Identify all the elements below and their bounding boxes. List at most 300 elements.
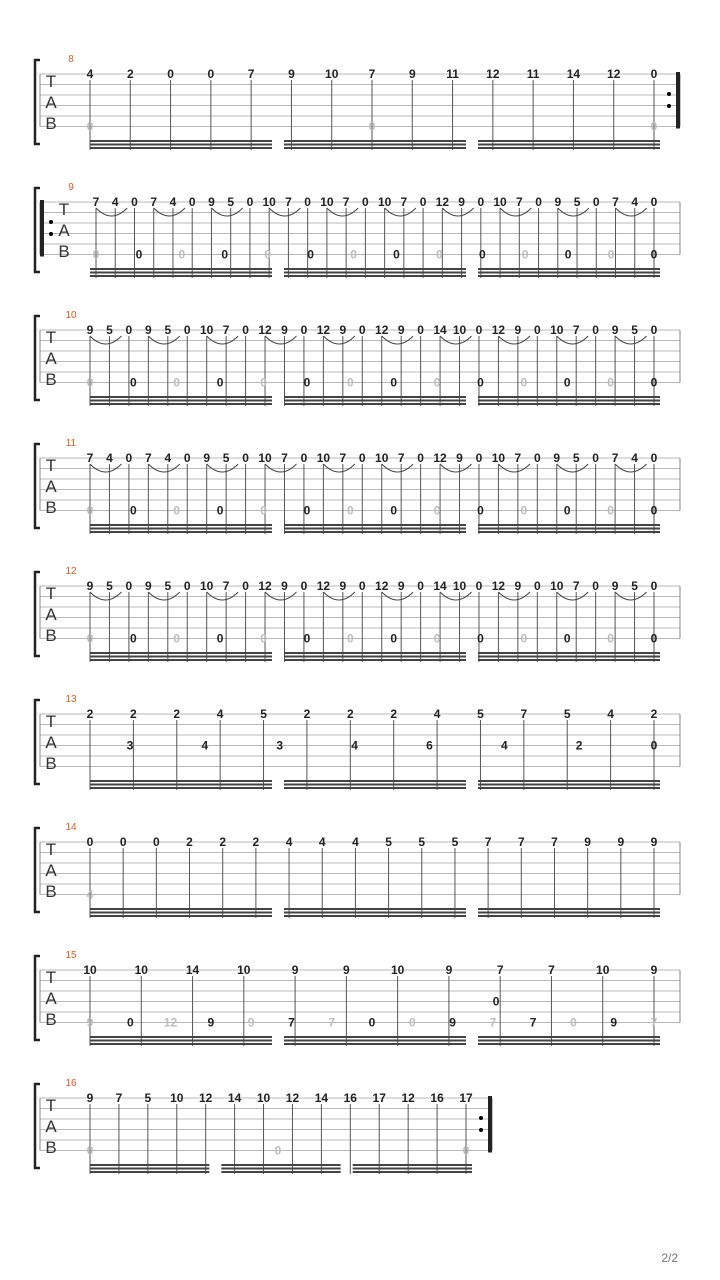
fret-number: 4: [86, 887, 94, 902]
fret-number: 11: [526, 67, 540, 81]
fret-number: 4: [631, 451, 638, 465]
beam: [284, 531, 466, 533]
fret-number: 0: [475, 323, 483, 337]
fret-number: 0: [216, 375, 224, 390]
fret-number: 0: [350, 247, 357, 262]
tab-clef-b: B: [45, 882, 57, 901]
beam: [284, 524, 466, 526]
beam: [478, 403, 660, 405]
beam: [478, 272, 660, 274]
beam: [284, 396, 466, 398]
tab-system: [35, 694, 680, 790]
fret-number: 14: [227, 1091, 242, 1105]
tab-clef-t: T: [45, 584, 57, 603]
fret-number: 0: [417, 323, 424, 337]
tab-clef-t: T: [45, 712, 57, 731]
fret-number: 5: [477, 707, 484, 721]
fret-number: 0: [346, 631, 354, 646]
fret-number: 10: [262, 195, 276, 209]
fret-number: 9: [554, 195, 562, 209]
measure-number: 10: [65, 310, 77, 321]
fret-number: 0: [433, 375, 441, 390]
fret-number: 10: [377, 195, 392, 209]
fret-number: 7: [572, 323, 580, 337]
measure-number: 12: [65, 566, 77, 577]
beam: [90, 656, 272, 658]
beam: [478, 1040, 660, 1042]
fret-number: 0: [417, 579, 424, 593]
fret-number: 11: [446, 67, 459, 81]
fret-number: 12: [607, 67, 621, 81]
fret-number: 12: [375, 579, 389, 593]
fret-number: 7: [400, 195, 408, 209]
fret-number: 7: [285, 195, 292, 209]
fret-number: 0: [492, 994, 500, 1009]
beam: [90, 1171, 209, 1173]
fret-number: 10: [452, 323, 467, 337]
fret-number: 0: [650, 247, 658, 262]
fret-number: 0: [130, 503, 137, 518]
fret-number: 0: [592, 323, 599, 337]
beam: [90, 528, 272, 530]
fret-number: 10: [550, 579, 564, 593]
fret-number: 10: [237, 963, 251, 977]
fret-number: 0: [125, 451, 133, 465]
fret-number: 9: [397, 323, 405, 337]
beam: [478, 915, 660, 917]
fret-number: 10: [258, 451, 272, 465]
fret-number: 0: [393, 247, 400, 262]
beam: [478, 524, 660, 526]
beam: [478, 144, 660, 146]
fret-number: 7: [92, 195, 100, 209]
beam: [478, 531, 660, 533]
fret-number: 0: [274, 1143, 282, 1158]
fret-number: 2: [130, 707, 137, 721]
beam: [478, 147, 660, 149]
system-bracket: [35, 956, 40, 1040]
fret-number: 0: [167, 67, 174, 81]
fret-number: 9: [339, 579, 347, 593]
fret-number: 7: [222, 323, 230, 337]
fret-number: 0: [125, 323, 133, 337]
fret-number: 0: [300, 323, 308, 337]
beam: [284, 652, 466, 654]
fret-number: 2: [346, 707, 354, 721]
beam: [284, 275, 466, 277]
fret-number: 0: [86, 631, 94, 646]
beam: [90, 787, 272, 789]
fret-number: 0: [650, 119, 658, 134]
fret-number: 17: [459, 1091, 473, 1105]
beam: [90, 268, 272, 270]
tab-system: [35, 310, 680, 406]
repeat-dot: [49, 220, 53, 224]
fret-number: 2: [126, 67, 134, 81]
measure-number: 11: [65, 438, 77, 449]
tab-clef-b: B: [45, 1010, 57, 1029]
fret-number: 0: [650, 579, 658, 593]
fret-number: 12: [258, 323, 272, 337]
beam: [353, 1168, 472, 1170]
measure-number: 9: [68, 182, 74, 193]
fret-number: 7: [115, 1091, 123, 1105]
fret-number: 0: [390, 631, 398, 646]
fret-number: 7: [342, 195, 350, 209]
fret-number: 5: [451, 835, 459, 849]
fret-number: 7: [489, 1015, 497, 1030]
fret-number: 9: [86, 323, 94, 337]
fret-number: 3: [126, 738, 134, 753]
fret-number: 9: [145, 323, 152, 337]
fret-number: 0: [521, 247, 529, 262]
fret-number: 0: [520, 631, 528, 646]
fret-number: 0: [419, 195, 427, 209]
fret-number: 7: [650, 1015, 658, 1030]
fret-number: 0: [260, 631, 267, 646]
fret-number: 0: [131, 195, 138, 209]
beam: [90, 524, 272, 526]
fret-number: 9: [203, 451, 211, 465]
tab-clef-t: T: [58, 200, 70, 219]
beam: [478, 912, 660, 914]
fret-number: 10: [390, 963, 405, 977]
beam: [90, 275, 272, 277]
fret-number: 10: [325, 67, 339, 81]
fret-number: 7: [572, 579, 580, 593]
fret-number: 10: [375, 451, 389, 465]
fret-number: 0: [183, 451, 191, 465]
system-bracket: [35, 188, 40, 272]
tab-clef-t: T: [45, 968, 57, 987]
fret-number: 4: [285, 835, 293, 849]
fret-number: 0: [650, 323, 658, 337]
beam: [284, 784, 466, 786]
fret-number: 4: [500, 738, 508, 753]
fret-number: 5: [572, 451, 580, 465]
tab-clef-b: B: [45, 626, 57, 645]
tab-clef-a: A: [45, 605, 57, 624]
beam: [221, 1164, 340, 1166]
fret-number: 0: [303, 503, 311, 518]
beam: [353, 1171, 472, 1173]
tab-clef-b: B: [45, 370, 57, 389]
fret-number: 14: [566, 67, 581, 81]
fret-number: 0: [462, 1143, 470, 1158]
fret-number: 0: [303, 375, 311, 390]
fret-number: 7: [281, 451, 288, 465]
fret-number: 7: [612, 195, 619, 209]
fret-number: 0: [650, 503, 658, 518]
beam: [284, 1040, 466, 1042]
fret-number: 4: [111, 195, 119, 209]
fret-number: 7: [496, 963, 504, 977]
fret-number: 0: [477, 195, 485, 209]
fret-number: 5: [385, 835, 392, 849]
beam: [90, 140, 272, 142]
fret-number: 7: [514, 451, 522, 465]
tab-clef-t: T: [45, 840, 57, 859]
fret-number: 7: [520, 707, 528, 721]
fret-number: 7: [517, 835, 525, 849]
fret-number: 9: [291, 963, 299, 977]
beam: [353, 1164, 472, 1166]
fret-number: 16: [343, 1091, 357, 1105]
fret-number: 0: [346, 375, 354, 390]
fret-number: 0: [436, 247, 443, 262]
system-bracket: [35, 1084, 40, 1168]
fret-number: 0: [125, 579, 133, 593]
fret-number: 0: [390, 375, 398, 390]
fret-number: 12: [435, 195, 450, 209]
fret-number: 0: [650, 631, 658, 646]
fret-number: 2: [650, 707, 658, 721]
tab-clef-a: A: [45, 861, 57, 880]
beam: [478, 1036, 660, 1038]
fret-number: 0: [592, 579, 599, 593]
beam: [478, 528, 660, 530]
beam: [478, 784, 660, 786]
fret-number: 0: [92, 247, 100, 262]
fret-number: 10: [493, 195, 507, 209]
measure-number: 14: [65, 822, 77, 833]
fret-number: 4: [106, 451, 113, 465]
tab-clef-a: A: [45, 477, 57, 496]
tab-clef-b: B: [45, 1138, 57, 1157]
fret-number: 0: [477, 631, 484, 646]
fret-number: 9: [514, 323, 522, 337]
beam: [284, 528, 466, 530]
fret-number: 10: [491, 451, 506, 465]
system-bracket: [35, 572, 40, 656]
fret-number: 0: [300, 451, 308, 465]
fret-number: 12: [316, 323, 331, 337]
tab-system: [35, 54, 680, 150]
fret-number: 0: [119, 835, 127, 849]
fret-number: 10: [83, 963, 97, 977]
fret-number: 0: [475, 451, 483, 465]
fret-number: 2: [173, 707, 181, 721]
fret-number: 0: [564, 247, 572, 262]
fret-number: 10: [550, 323, 564, 337]
fret-number: 9: [343, 963, 350, 977]
fret-number: 10: [320, 195, 334, 209]
fret-number: 0: [153, 835, 160, 849]
beam: [90, 784, 272, 786]
fret-number: 4: [318, 835, 326, 849]
beam: [284, 268, 466, 270]
system-bracket: [35, 828, 40, 912]
fret-number: 0: [592, 195, 600, 209]
fret-number: 7: [247, 67, 255, 81]
fret-number: 0: [260, 375, 267, 390]
repeat-dot: [667, 104, 671, 108]
fret-number: 2: [390, 707, 398, 721]
fret-number: 2: [219, 835, 227, 849]
tab-clef-b: B: [45, 498, 57, 517]
beam: [90, 403, 272, 405]
fret-number: 2: [186, 835, 193, 849]
beam: [90, 1168, 209, 1170]
fret-number: 10: [596, 963, 610, 977]
fret-number: 0: [242, 579, 249, 593]
fret-number: 10: [134, 963, 148, 977]
fret-number: 0: [592, 451, 599, 465]
fret-number: 5: [164, 323, 172, 337]
beam: [284, 400, 466, 402]
fret-number: 17: [372, 1091, 386, 1105]
beam: [90, 908, 272, 910]
beam: [478, 140, 660, 142]
fret-number: 5: [144, 1091, 152, 1105]
page-number: 2/2: [661, 1251, 678, 1265]
fret-number: 0: [417, 451, 424, 465]
fret-number: 0: [563, 503, 571, 518]
fret-number: 0: [307, 247, 314, 262]
fret-number: 4: [433, 707, 441, 721]
fret-number: 12: [316, 579, 331, 593]
fret-number: 9: [584, 835, 591, 849]
fret-number: 12: [433, 451, 447, 465]
fret-number: 0: [368, 1015, 376, 1030]
beam: [478, 787, 660, 789]
fret-number: 9: [610, 1015, 618, 1030]
fret-number: 0: [390, 503, 398, 518]
beam: [90, 1164, 209, 1166]
beam: [284, 912, 466, 914]
system-bracket: [35, 700, 40, 784]
fret-number: 9: [247, 1015, 255, 1030]
fret-number: 4: [607, 707, 614, 721]
beam: [90, 780, 272, 782]
tab-system: [35, 822, 680, 918]
fret-number: 9: [145, 579, 152, 593]
fret-number: 9: [456, 451, 463, 465]
tab-system: [35, 566, 680, 662]
fret-number: 0: [650, 738, 658, 753]
tab-system: [35, 950, 680, 1046]
fret-number: 0: [303, 631, 311, 646]
fret-number: 0: [304, 195, 311, 209]
fret-number: 9: [611, 323, 619, 337]
beam: [284, 908, 466, 910]
system-bracket: [35, 60, 40, 144]
fret-number: 6: [426, 738, 433, 753]
fret-number: 7: [328, 1015, 336, 1030]
fret-number: 2: [86, 707, 94, 721]
fret-number: 0: [173, 503, 181, 518]
beam: [90, 1043, 272, 1045]
beam: [221, 1168, 340, 1170]
beam: [478, 275, 660, 277]
beam: [90, 400, 272, 402]
fret-number: 9: [611, 579, 619, 593]
fret-number: 9: [86, 1091, 94, 1105]
fret-number: 14: [185, 963, 200, 977]
repeat-end-bar: [676, 72, 680, 129]
fret-number: 0: [477, 375, 484, 390]
fret-number: 9: [288, 67, 295, 81]
beam: [221, 1171, 340, 1173]
beam: [284, 915, 466, 917]
fret-number: 7: [397, 451, 405, 465]
fret-number: 4: [201, 738, 209, 753]
system-bracket: [35, 444, 40, 528]
fret-number: 9: [281, 323, 288, 337]
fret-number: 0: [650, 67, 658, 81]
fret-number: 0: [242, 451, 249, 465]
beam: [478, 400, 660, 402]
fret-number: 10: [200, 323, 214, 337]
fret-number: 7: [339, 451, 347, 465]
fret-number: 0: [433, 503, 441, 518]
fret-number: 4: [352, 835, 359, 849]
beam: [478, 656, 660, 658]
fret-number: 0: [183, 579, 191, 593]
beam: [90, 396, 272, 398]
fret-number: 9: [281, 579, 288, 593]
fret-number: 0: [86, 119, 94, 134]
repeat-end-bar: [488, 1096, 492, 1153]
beam: [284, 1043, 466, 1045]
repeat-dot: [49, 232, 53, 236]
fret-number: 0: [300, 579, 308, 593]
fret-number: 0: [475, 579, 483, 593]
fret-number: 16: [430, 1091, 444, 1105]
measure-number: 15: [65, 950, 77, 961]
fret-number: 0: [358, 451, 366, 465]
fret-number: 14: [433, 323, 447, 337]
fret-number: 0: [478, 247, 486, 262]
fret-number: 0: [346, 503, 354, 518]
measure-number: 8: [68, 54, 74, 65]
tab-clef-t: T: [45, 72, 57, 91]
tab-clef-a: A: [45, 733, 57, 752]
beam: [90, 652, 272, 654]
fret-number: 0: [477, 503, 484, 518]
fret-number: 5: [106, 579, 113, 593]
fret-number: 12: [401, 1091, 415, 1105]
fret-number: 14: [433, 579, 447, 593]
fret-number: 7: [551, 835, 558, 849]
fret-number: 0: [130, 375, 137, 390]
fret-number: 0: [207, 67, 215, 81]
beam: [478, 1043, 660, 1045]
fret-number: 9: [86, 1015, 94, 1030]
fret-number: 0: [126, 1015, 134, 1030]
fret-number: 5: [631, 579, 638, 593]
fret-number: 9: [86, 579, 94, 593]
fret-number: 7: [150, 195, 158, 209]
fret-number: 5: [106, 323, 113, 337]
tab-system: [35, 438, 680, 534]
fret-number: 14: [314, 1091, 329, 1105]
fret-number: 12: [491, 579, 506, 593]
fret-number: 0: [570, 1015, 577, 1030]
beam: [284, 659, 466, 661]
fret-number: 2: [252, 835, 260, 849]
beam: [90, 531, 272, 533]
fret-number: 10: [452, 579, 467, 593]
fret-number: 9: [408, 67, 416, 81]
beam: [284, 272, 466, 274]
fret-number: 7: [548, 963, 555, 977]
repeat-start-bar: [40, 200, 44, 257]
fret-number: 12: [199, 1091, 213, 1105]
fret-number: 0: [264, 247, 272, 262]
fret-number: 0: [563, 375, 571, 390]
beam: [478, 659, 660, 661]
